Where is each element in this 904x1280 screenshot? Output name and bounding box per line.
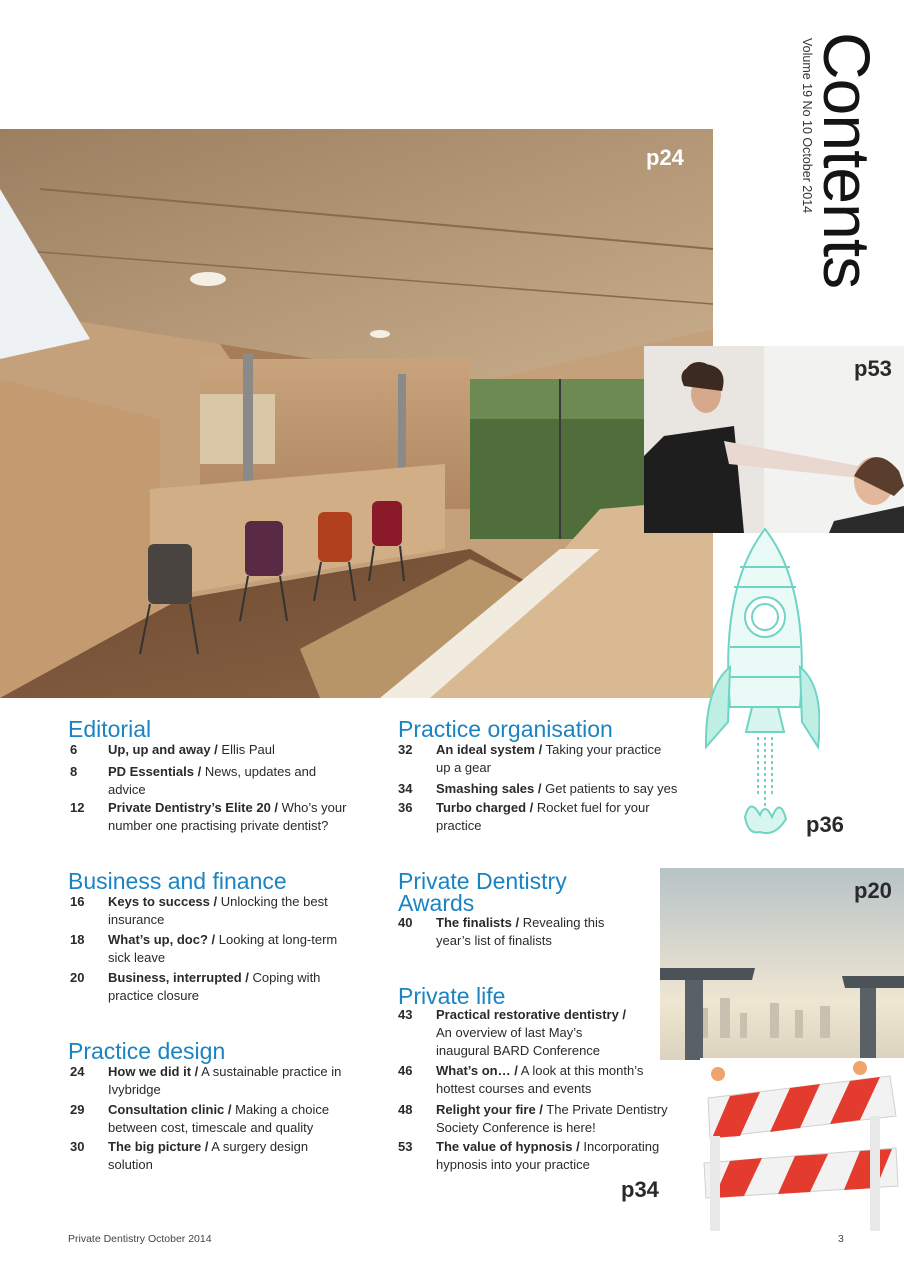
- toc-page: 30: [70, 1139, 85, 1154]
- toc-page: 12: [70, 800, 85, 815]
- toc-desc: practice closure: [108, 988, 200, 1003]
- toc-desc: Ellis Paul: [217, 742, 275, 757]
- toc-title: Business, interrupted /: [108, 970, 249, 985]
- rocket-icon: [700, 527, 820, 867]
- toc-desc: advice: [108, 782, 146, 797]
- toc-entry[interactable]: [398, 914, 718, 950]
- toc-page: 8: [70, 764, 78, 779]
- road-barrier-illustration: [700, 1058, 904, 1233]
- awards-heading-line2: Awards: [398, 890, 475, 916]
- toc-page: 29: [70, 1102, 85, 1117]
- toc-desc: An overview of last May’s: [436, 1025, 583, 1040]
- toc-desc: Ivybridge: [108, 1082, 161, 1097]
- toc-desc: The Private Dentistry: [542, 1102, 668, 1117]
- toc-page: 24: [70, 1064, 85, 1079]
- toc-entry[interactable]: [398, 780, 718, 798]
- footer-page-number: 3: [838, 1233, 844, 1245]
- section-heading-design: Practice design: [68, 1038, 226, 1064]
- section-heading-private-life: Private life: [398, 983, 506, 1009]
- toc-entry[interactable]: [398, 799, 718, 835]
- practice-interior-photo: [0, 129, 713, 698]
- toc-title: Keys to success /: [108, 894, 218, 909]
- toc-entry[interactable]: [70, 969, 390, 1005]
- toc-desc: solution: [108, 1157, 153, 1172]
- barrier-page-tag: p34: [621, 1177, 659, 1202]
- toc-entry[interactable]: [70, 893, 390, 929]
- toc-title: How we did it /: [108, 1064, 199, 1079]
- toc-desc: A surgery design: [208, 1139, 309, 1154]
- toc-desc: Incorporating: [579, 1139, 660, 1154]
- issue-info: Volume 19 No 10 October 2014: [800, 38, 814, 214]
- toc-title: Smashing sales /: [436, 781, 542, 796]
- toc-entry[interactable]: [398, 1006, 718, 1060]
- toc-title: Relight your fire /: [436, 1102, 543, 1117]
- toc-desc: hypnosis into your practice: [436, 1157, 590, 1172]
- toc-entry[interactable]: [398, 1138, 718, 1174]
- toc-title: The big picture /: [108, 1139, 209, 1154]
- toc-desc: Making a choice: [231, 1102, 330, 1117]
- hypnosis-page-tag: p53: [854, 356, 892, 381]
- toc-page: 18: [70, 932, 85, 947]
- toc-desc: A sustainable practice in: [198, 1064, 342, 1079]
- toc-page: 48: [398, 1102, 413, 1117]
- toc-desc: number one practising private dentist?: [108, 818, 329, 833]
- section-heading-business: Business and finance: [68, 868, 287, 894]
- main-photo-page-tag: p24: [646, 145, 684, 170]
- toc-entry[interactable]: [398, 1101, 718, 1137]
- toc-desc: between cost, timescale and quality: [108, 1120, 314, 1135]
- toc-desc: Get patients to say yes: [541, 781, 678, 796]
- toc-entry[interactable]: [70, 799, 390, 835]
- hypnosis-photo: [644, 346, 904, 533]
- toc-title: What’s up, doc? /: [108, 932, 216, 947]
- toc-page: 16: [70, 894, 85, 909]
- toc-desc: insurance: [108, 912, 165, 927]
- toc-page: 46: [398, 1063, 413, 1078]
- toc-title: Private Dentistry’s Elite 20 /: [108, 800, 279, 815]
- toc-page: 53: [398, 1139, 413, 1154]
- section-heading-editorial: Editorial: [68, 716, 152, 742]
- footer-publication: Private Dentistry October 2014: [68, 1233, 212, 1245]
- toc-desc: sick leave: [108, 950, 166, 965]
- toc-desc: Who’s your: [278, 800, 347, 815]
- toc-page: 6: [70, 742, 78, 757]
- toc-entry[interactable]: [398, 741, 718, 777]
- toc-title: Up, up and away /: [108, 742, 218, 757]
- toc-entry[interactable]: [70, 1138, 390, 1174]
- toc-title: Practical restorative dentistry /: [436, 1007, 627, 1022]
- section-heading-awards: [398, 870, 567, 914]
- toc-desc: Coping with: [248, 970, 321, 985]
- toc-desc: hottest courses and events: [436, 1081, 592, 1096]
- toc-desc: Looking at long-term: [215, 932, 338, 947]
- masthead: [800, 32, 894, 289]
- toc-title: An ideal system /: [436, 742, 543, 757]
- toc-entry[interactable]: [70, 1101, 390, 1137]
- toc-entry[interactable]: [70, 763, 390, 799]
- toc-title: Consultation clinic /: [108, 1102, 232, 1117]
- toc-desc: Taking your practice: [542, 742, 662, 757]
- toc-entry[interactable]: [70, 741, 390, 759]
- bridge-page-tag: p20: [854, 878, 892, 903]
- toc-title: Turbo charged /: [436, 800, 534, 815]
- toc-desc: Rocket fuel for your: [533, 800, 650, 815]
- toc-page: 36: [398, 800, 413, 815]
- toc-page: 20: [70, 970, 85, 985]
- toc-desc: Revealing this: [519, 915, 605, 930]
- toc-desc: A look at this month’s: [517, 1063, 644, 1078]
- toc-desc: up a gear: [436, 760, 491, 775]
- toc-page: 32: [398, 742, 413, 757]
- toc-desc: Society Conference is here!: [436, 1120, 596, 1135]
- toc-entry[interactable]: [70, 931, 390, 967]
- rocket-page-tag: p36: [806, 812, 844, 837]
- toc-desc: Unlocking the best: [217, 894, 328, 909]
- awards-heading-line1: Private Dentistry: [398, 868, 567, 894]
- toc-desc: practice: [436, 818, 482, 833]
- toc-desc: inaugural BARD Conference: [436, 1043, 601, 1058]
- toc-entry[interactable]: [70, 1063, 390, 1099]
- interior-illustration: [0, 129, 713, 698]
- toc-desc: year’s list of finalists: [436, 933, 552, 948]
- toc-title: The value of hypnosis /: [436, 1139, 580, 1154]
- toc-title: What’s on… /: [436, 1063, 518, 1078]
- contents-title: Contents: [810, 32, 884, 289]
- barrier-photo: [700, 1058, 904, 1233]
- toc-title: PD Essentials /: [108, 764, 202, 779]
- toc-desc: News, updates and: [201, 764, 317, 779]
- toc-page: 43: [398, 1007, 413, 1022]
- section-heading-organisation: Practice organisation: [398, 716, 613, 742]
- toc-page: 34: [398, 781, 413, 796]
- toc-title: The finalists /: [436, 915, 520, 930]
- rocket-illustration: [700, 527, 820, 867]
- toc-page: 40: [398, 915, 413, 930]
- toc-entry[interactable]: [398, 1062, 718, 1098]
